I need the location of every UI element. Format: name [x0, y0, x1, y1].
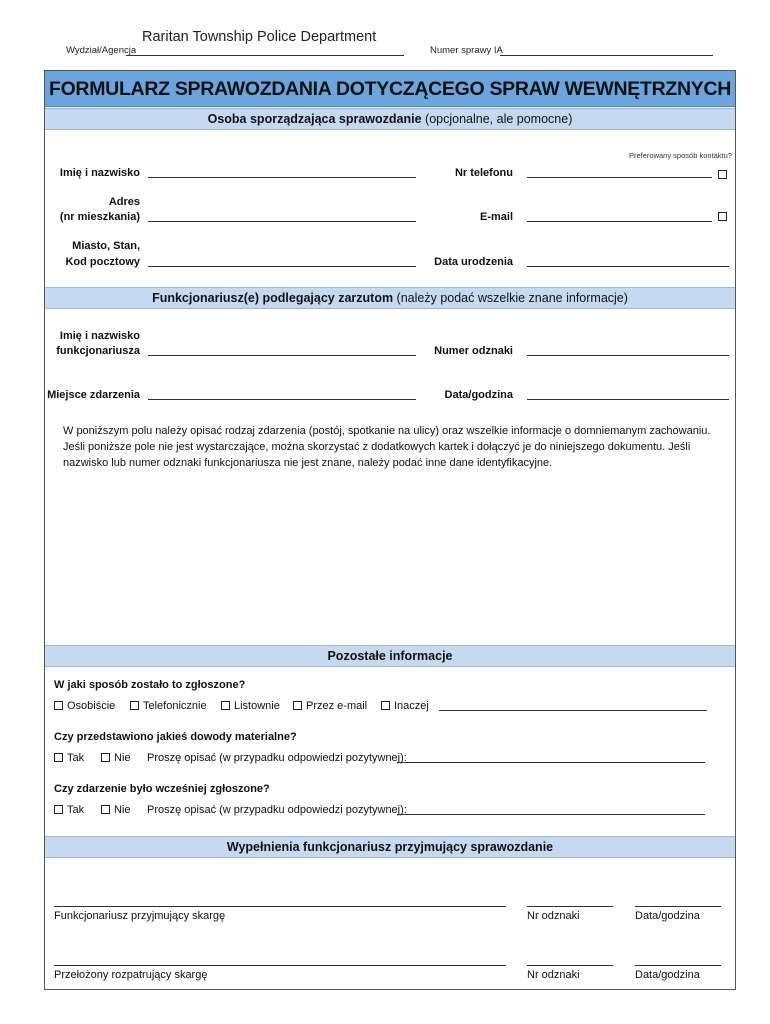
supervisor-badge-label: Nr odznaki	[527, 969, 580, 981]
supervisor-signature-line[interactable]	[54, 965, 506, 966]
incident-place-line[interactable]	[148, 399, 416, 400]
other-info-band: Pozostałe informacje	[327, 649, 453, 663]
officer-name-label-1: Imię i nazwisko	[59, 330, 140, 342]
city-label-1: Miasto, Stan,	[72, 240, 140, 252]
phone-option-label: Telefonicznie	[143, 700, 207, 712]
other-method-checkbox[interactable]	[381, 701, 390, 710]
officer-name-line[interactable]	[148, 355, 416, 356]
phone-label: Nr telefonu	[454, 167, 513, 179]
supervisor-badge-line[interactable]	[527, 965, 613, 966]
agency-line[interactable]	[126, 55, 404, 56]
evidence-yes-label: Tak	[67, 752, 85, 764]
supervisor-datetime-line[interactable]	[635, 965, 721, 966]
question-how-reported: W jaki sposób zostało to zgłoszone?	[54, 679, 246, 691]
form-title: FORMULARZ SPRAWOZDANIA DOTYCZĄCEGO SPRAW WEWNĘTRZNYCH	[48, 78, 732, 100]
in-person-checkbox[interactable]	[54, 701, 63, 710]
email-option-label: Przez e-mail	[306, 700, 368, 712]
officer-section-header	[45, 287, 735, 309]
receiving-officer-header	[45, 836, 735, 858]
evidence-describe-line[interactable]	[397, 762, 705, 763]
incident-datetime-line[interactable]	[527, 399, 729, 400]
evidence-yes-checkbox[interactable]	[54, 753, 63, 762]
other-method-label: Inaczej	[394, 700, 429, 712]
dob-label: Data urodzenia	[434, 256, 513, 268]
question-previously-reported: Czy zdarzenie było wcześniej zgłoszone?	[54, 783, 270, 795]
previous-no-label: Nie	[114, 804, 131, 816]
officer-band-bold: Funkcjonariusz(e) podlegający zarzutom	[152, 291, 394, 305]
other-method-line[interactable]	[439, 710, 707, 711]
reporter-section-header	[45, 108, 735, 130]
badge-number-label: Numer odznaki	[434, 345, 513, 357]
phone-checkbox[interactable]	[130, 701, 139, 710]
address-label-1: Adres	[108, 196, 140, 208]
description-area[interactable]	[53, 476, 729, 642]
reporter-band-rest: (opcjonalne, ale pomocne)	[421, 112, 573, 126]
evidence-describe-label: Proszę opisać (w przypadku odpowiedzi pozytywnej):	[147, 752, 407, 764]
previous-describe-label: Proszę opisać (w przypadku odpowiedzi pozytywnej):	[147, 804, 407, 816]
title-band	[45, 71, 735, 107]
officer-name-label-2: funkcjonariusza	[56, 345, 140, 357]
supervisor-datetime-label: Data/godzina	[635, 969, 700, 981]
receiving-badge-line[interactable]	[527, 906, 613, 907]
email-line[interactable]	[527, 221, 712, 222]
dob-line[interactable]	[527, 266, 729, 267]
address-line[interactable]	[148, 221, 416, 222]
agency-value: Raritan Township Police Department	[142, 29, 377, 45]
mail-checkbox[interactable]	[221, 701, 230, 710]
email-contact-checkbox[interactable]	[718, 212, 727, 221]
previous-describe-line[interactable]	[397, 814, 705, 815]
case-number-line[interactable]	[500, 55, 713, 56]
address-label-2: (nr mieszkania)	[59, 211, 140, 223]
badge-number-line[interactable]	[527, 355, 729, 356]
question-evidence: Czy przedstawiono jakieś dowody materialne?	[54, 731, 297, 743]
city-label-2: Kod pocztowy	[65, 256, 140, 268]
previous-no-checkbox[interactable]	[101, 805, 110, 814]
previous-yes-label: Tak	[67, 804, 85, 816]
incident-place-label: Miejsce zdarzenia	[47, 389, 140, 401]
evidence-no-label: Nie	[114, 752, 131, 764]
receiving-band: Wypełnienia funkcjonariusz przyjmujący sprawozdanie	[226, 840, 554, 854]
officer-band-rest: (należy podać wszelkie znane informacje)	[393, 291, 628, 305]
description-instructions: W poniższym polu należy opisać rodzaj zdarzenia (postój, spotkanie na ulicy) oraz wszelkie informacje o domniemanym zachowaniu. Jeśli poniższe pole nie jest wystarczające, można skorzystać z dodatkowych kartek i dołączyć je do niniejszego dokumentu. Jeśli nazwisko lub numer odznaki funkcjonariusza nie jest znane, należy podać inne dane identyfikacyjne.	[63, 425, 711, 469]
receiving-officer-signature-line[interactable]	[54, 906, 506, 907]
report-form	[44, 70, 736, 990]
phone-line[interactable]	[527, 177, 712, 178]
in-person-label: Osobiście	[67, 700, 116, 712]
receiving-officer-label: Funkcjonariusz przyjmujący skargę	[54, 910, 226, 922]
agency-label: Wydział/Agencja	[66, 45, 137, 56]
preferred-contact-label: Preferowany sposób kontaktu?	[629, 151, 732, 160]
email-option-checkbox[interactable]	[293, 701, 302, 710]
supervisor-label: Przełożony rozpatrujący skargę	[54, 969, 208, 981]
mail-label: Listownie	[234, 700, 280, 712]
email-label: E-mail	[479, 211, 513, 223]
reporter-name-line[interactable]	[148, 177, 416, 178]
phone-contact-checkbox[interactable]	[718, 170, 727, 179]
previous-yes-checkbox[interactable]	[54, 805, 63, 814]
other-info-header	[45, 645, 735, 667]
case-number-label: Numer sprawy IA	[430, 45, 503, 56]
incident-datetime-label: Data/godzina	[444, 389, 513, 401]
receiving-datetime-label: Data/godzina	[635, 910, 700, 922]
city-line[interactable]	[148, 266, 416, 267]
receiving-datetime-line[interactable]	[635, 906, 721, 907]
reporter-name-label: Imię i nazwisko	[59, 167, 140, 179]
evidence-no-checkbox[interactable]	[101, 753, 110, 762]
receiving-badge-label: Nr odznaki	[527, 910, 580, 922]
reporter-band-bold: Osoba sporządzająca sprawozdanie	[207, 112, 422, 126]
